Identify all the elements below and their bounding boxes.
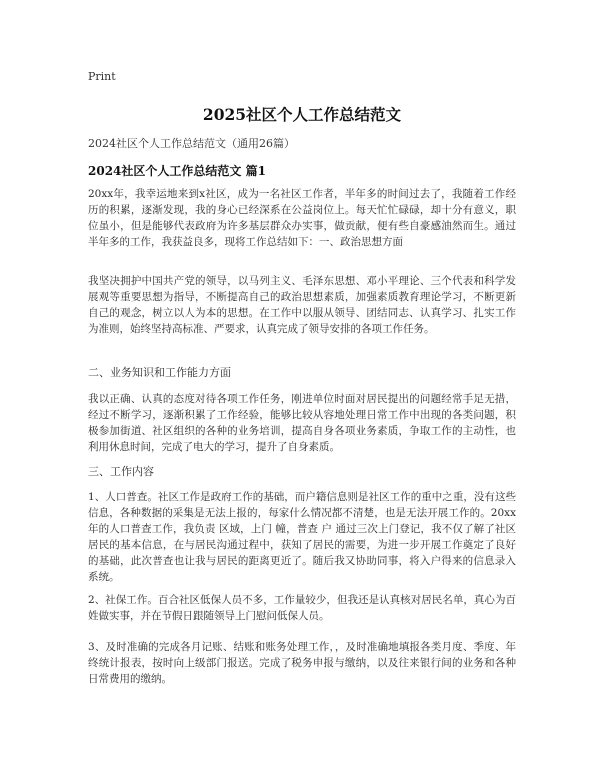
section-work-content: 三、工作内容 [88,465,154,478]
paragraph-politics: 我坚决拥护中国共产党的领导，以马列主义、毛泽东思想、邓小平理论、三个代表和科学发展观等重要思想为指导，不断提高自己的政治思想素质，加强素质教育理论学习，不断更新自己的观念，树立以人为本的思想。在工作中以服从领导、团结同志、认真学习、扎实工作为准则，始终坚持高标准、严要求，认真完成了领导安排的各项工作任务。 [88,275,516,335]
paragraph-intro: 20xx年，我幸运地来到x社区，成为一名社区工作者，半年多的时间过去了，我随着工作经历的积累，逐渐发现，我的身心已经深系在公益岗位上。每天忙忙碌碌，却十分有意义，职位虽小，但是能够代表政府为许多基层群众办实事，做贡献，便有些自豪感油然而生。通过半年多的工作，我获益良多，现将工作总结如下：一、政治思想方面 [88,188,516,248]
paragraph-census: 1、人口普查。社区工作是政府工作的基础，而户籍信息则是社区工作的重中之重，没有这些信息，各种数据的采集是无法上报的，每家什么情况都不清楚，也是无法开展工作的。20xx年的人口普查工作，我负责 区域，上门 幢，普查 户 通过三次上门登记，我不仅了解了社区居民的基本信息，在与居民沟通过程中，获知了居民的需要，为进一步开展工作奠定了良好的基础，此次普查也让我与居民的距离更近了。随后我又协助同事，将入户得来的信息录入 系统。 [88,491,516,583]
paragraph-social-security: 2、社保工作。百合社区低保人员不多，工作量较少，但我还是认真核对居民名单，真心为百姓做实事，并在节假日跟随领导上门慰问低保人员。 [88,594,516,622]
paragraph-accounting: 3、及时准确的完成各月记账、结账和账务处理工作，，及时准确地填报各类月度、季度、年终统计报表，按时向上级部门报送。完成了税务申报与缴纳，以及往来银行间的业务和各种日常费用的缴纳。 [88,641,516,685]
section-business: 二、业务知识和工作能力方面 [88,366,231,379]
document-subtitle: 2024社区个人工作总结范文（通用26篇） [88,137,295,150]
section-heading: 2024社区个人工作总结范文 篇1 [88,164,266,178]
paragraph-business: 我以正确、认真的态度对待各项工作任务，刚进单位时面对居民提出的问题经常手足无措，经过不断学习，逐渐积累了工作经验，能够比较从容地处理日常工作中出现的各类问题，积极参加街道、社区组织的各种的业务培训，提高自身各项业务素质，争取工作的主动性，也利用休息时间，完成了电大的学习，提升了自身素质。 [88,393,516,453]
document-title: 2025社区个人工作总结范文 [202,105,402,124]
print-label[interactable]: Print [88,70,116,83]
